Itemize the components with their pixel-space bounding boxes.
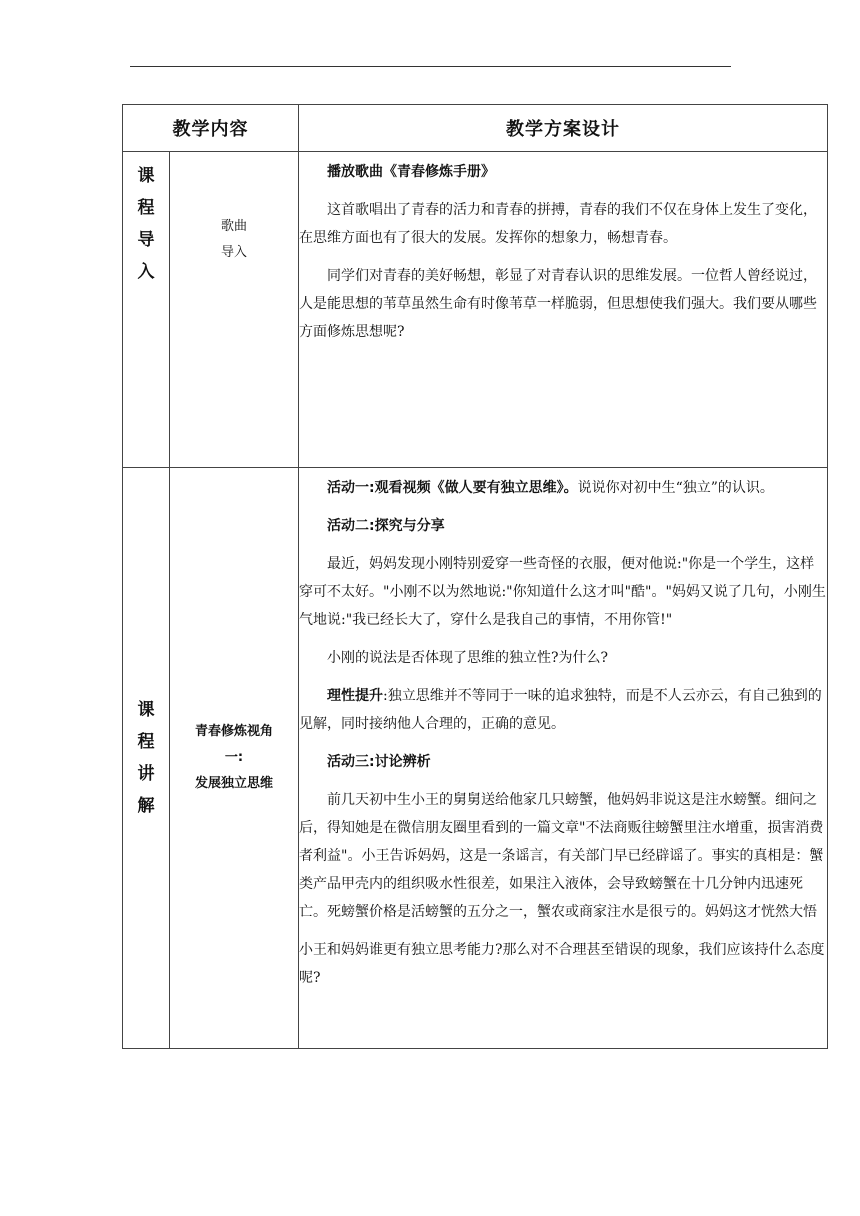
insight-paragraph [299,682,827,738]
row-course-lecture [123,468,828,1049]
activity-2-title: 活动二:探究与分享 [327,518,445,534]
activity-3-title: 活动三:讨论辨析 [327,754,431,770]
paragraph: 这首歌唱出了青春的活力和青春的拼搏，青春的我们不仅在身体上发生了变化，在思维方面也有了很大的发展。发挥你的想象力，畅想青春。 [299,202,817,246]
header-rule [130,66,731,67]
activity-1-title: 活动一:观看视频《做人要有独立思维》。 [327,480,578,496]
content-course-lecture [299,468,828,1049]
activity-3-story: 前几天初中生小王的舅舅送给他家几只螃蟹，他妈妈非说这是注水螃蟹。细问之后，得知她是在微信朋友圈里看到的一篇文章"不法商贩往螃蟹里注水增重，损害消费者利益"。小王告诉妈妈，这是一条谣言，有关部门早已经辟谣了。事实的真相是：蟹类产品甲壳内的组织吸水性很差，如果注入液体，会导致螃蟹在十几分钟内迅速死亡。死螃蟹价格是活螃蟹的五分之一，蟹农或商家注水是很亏的。妈妈这才恍然大悟 [299,792,824,920]
topic-line: 发展独立思维 [194,776,273,791]
lesson-plan-table [122,104,828,1049]
content-course-intro [299,152,828,468]
stage-course-lecture [123,468,170,1049]
topic-line: 歌曲 [220,219,247,234]
insight-text: :独立思维并不等同于一味的追求独特，而是不人云亦云，有自己独到的见解，同时接纳他人合理的，正确的意见。 [299,688,822,732]
topic-line: 导入 [220,245,247,260]
song-title-line: 播放歌曲《青春修炼手册》 [327,164,495,180]
activity-2-story: 最近，妈妈发现小刚特别爱穿一些奇怪的衣服，便对他说:"你是一个学生，这样穿可不太好。"小刚不以为然地说:"你知道什么这才叫"酷"。"妈妈又说了几句，小刚生气地说:"我已经长大了，穿什么是我自己的事情，不用你管!" [299,556,826,628]
stage-char: 导 [137,230,155,250]
activity-2-question: 小刚的说法是否体现了思维的独立性?为什么? [327,650,609,666]
stage-char: 解 [137,796,155,816]
topic-line: 一: [224,750,244,765]
topic-independent-thinking [170,468,299,1049]
paragraph: 同学们对青春的美好畅想，彰显了对青春认识的思维发展。一位哲人曾经说过，人是能思想的苇草虽然生命有时像苇草一样脆弱，但思想使我们强大。我们要从哪些方面修炼思想呢? [299,268,817,340]
stage-course-intro [123,152,170,468]
stage-char: 程 [137,198,155,218]
header-teaching-design: 教学方案设计 [299,105,828,152]
table-header-row [123,105,828,152]
activity-3-question: 小王和妈妈谁更有独立思考能力?那么对不合理甚至错误的现象，我们应该持什么态度呢? [299,942,825,986]
insight-label: 理性提升 [327,688,383,704]
stage-char: 讲 [137,764,155,784]
stage-char: 课 [137,700,155,720]
topic-song-intro [170,152,299,468]
stage-char: 课 [137,166,155,186]
stage-char: 入 [137,262,155,282]
row-course-intro [123,152,828,468]
stage-char: 程 [137,732,155,752]
activity-1-text: 说说你对初中生“独立”的认识。 [577,480,774,496]
topic-line: 青春修炼视角 [194,724,273,739]
header-teaching-content: 教学内容 [123,105,299,152]
activity-1 [299,474,827,502]
